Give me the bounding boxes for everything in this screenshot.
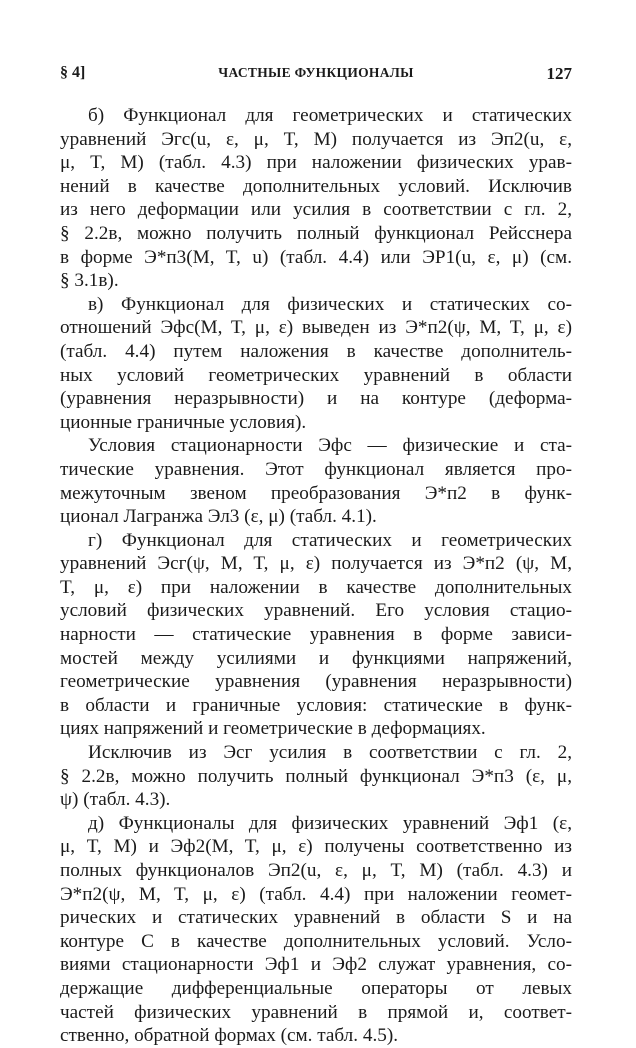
text-line: уравнений Эгс(u, ε, μ, T, M) получается из Эп2(u, ε,	[60, 128, 572, 150]
text-line: г) Функционал для статических и геометрических	[88, 529, 572, 551]
text-line: полных функционалов Эп2(u, ε, μ, T, M) (табл. 4.3) и	[60, 860, 572, 881]
text-line: контуре C в качестве дополнительных условий. Усло-	[60, 930, 572, 952]
text-line: Исключив из Эсг усилия в соответствии с гл. 2,	[88, 742, 572, 764]
text-line: условий физических уравнений. Его условия стацио-	[60, 600, 572, 622]
section-marker: § 4]	[60, 64, 86, 81]
text-line: (уравнения неразрывности) и на контуре (деформа-	[60, 388, 572, 410]
text-line: виями стационарности Эф1 и Эф2 служат уравнения, со-	[60, 954, 572, 976]
text-line: в форме Э*п3(M, T, u) (табл. 4.4) или ЭP1(u, ε, μ) (см.	[60, 246, 572, 268]
body-text	[60, 104, 572, 1048]
text-line: тические уравнения. Этот функционал является про-	[60, 458, 572, 480]
text-line: Условия стационарности Эфс — физические и ста-	[88, 435, 572, 457]
text-line: отношений Эфс(M, T, μ, ε) выведен из Э*п2(ψ, M, T, μ, ε)	[60, 317, 572, 339]
text-line: межуточным звеном преобразования Э*п2 в функ-	[60, 482, 572, 504]
running-title: ЧАСТНЫЕ ФУНКЦИОНАЛЫ	[218, 65, 414, 80]
text-line: из него деформации или усилия в соответствии с гл. 2,	[60, 199, 572, 221]
page-number: 127	[546, 64, 572, 83]
text-line: ционные граничные условия).	[60, 411, 307, 433]
text-line: нарности — статические уравнения в форме зависи-	[60, 624, 572, 646]
text-line: держащие дифференциальные операторы от левых	[60, 977, 572, 999]
text-line: уравнений Эсг(ψ, M, T, μ, ε) получается из Э*п2 (ψ, M,	[60, 553, 572, 575]
text-line: T, μ, ε) при наложении в качестве дополнительных	[60, 576, 572, 598]
text-line: μ, T, M) (табл. 4.3) при наложении физических урав-	[60, 152, 572, 174]
text-line: § 2.2в, можно получить полный функционал Рейсснера	[60, 222, 572, 244]
text-line: (табл. 4.4) путем наложения в качестве дополнитель-	[60, 340, 572, 362]
text-line: § 2.2в, можно получить полный функционал Э*п3 (ε, μ,	[60, 765, 572, 787]
text-line: § 3.1в).	[60, 270, 119, 292]
text-line: циях напряжений и геометрические в деформациях.	[60, 718, 486, 740]
text-line: ственно, обратной формах (см. табл. 4.5).	[60, 1025, 399, 1047]
text-line: д) Функционалы для физических уравнений Эф1 (ε,	[88, 812, 572, 834]
text-line: в) Функционал для физических и статических со-	[88, 293, 572, 315]
text-line: в области и граничные условия: статические в функ-	[60, 694, 572, 716]
text-line: рических и статических уравнений в области S и на	[60, 907, 572, 929]
text-line: ных условий геометрических уравнений в области	[60, 364, 572, 386]
text-line: ψ) (табл. 4.3).	[60, 789, 171, 811]
text-line: мостей между усилиями и функциями напряжений,	[60, 647, 572, 669]
text-line: ционал Лагранжа Эл3 (ε, μ) (табл. 4.1).	[60, 506, 377, 528]
text-line: μ, T, M) и Эф2(M, T, μ, ε) получены соответственно из	[60, 836, 572, 858]
text-line: Э*п2(ψ, M, T, μ, ε) (табл. 4.4) при наложении геомет-	[60, 883, 572, 905]
running-head	[60, 64, 572, 88]
text-line: частей физических уравнений в прямой и, соответ-	[60, 1001, 572, 1023]
text-line: б) Функционал для геометрических и статических	[88, 105, 572, 126]
text-line: нений в качестве дополнительных условий. Исключив	[60, 175, 572, 197]
text-line: геометрические уравнения (уравнения неразрывности)	[60, 671, 572, 693]
